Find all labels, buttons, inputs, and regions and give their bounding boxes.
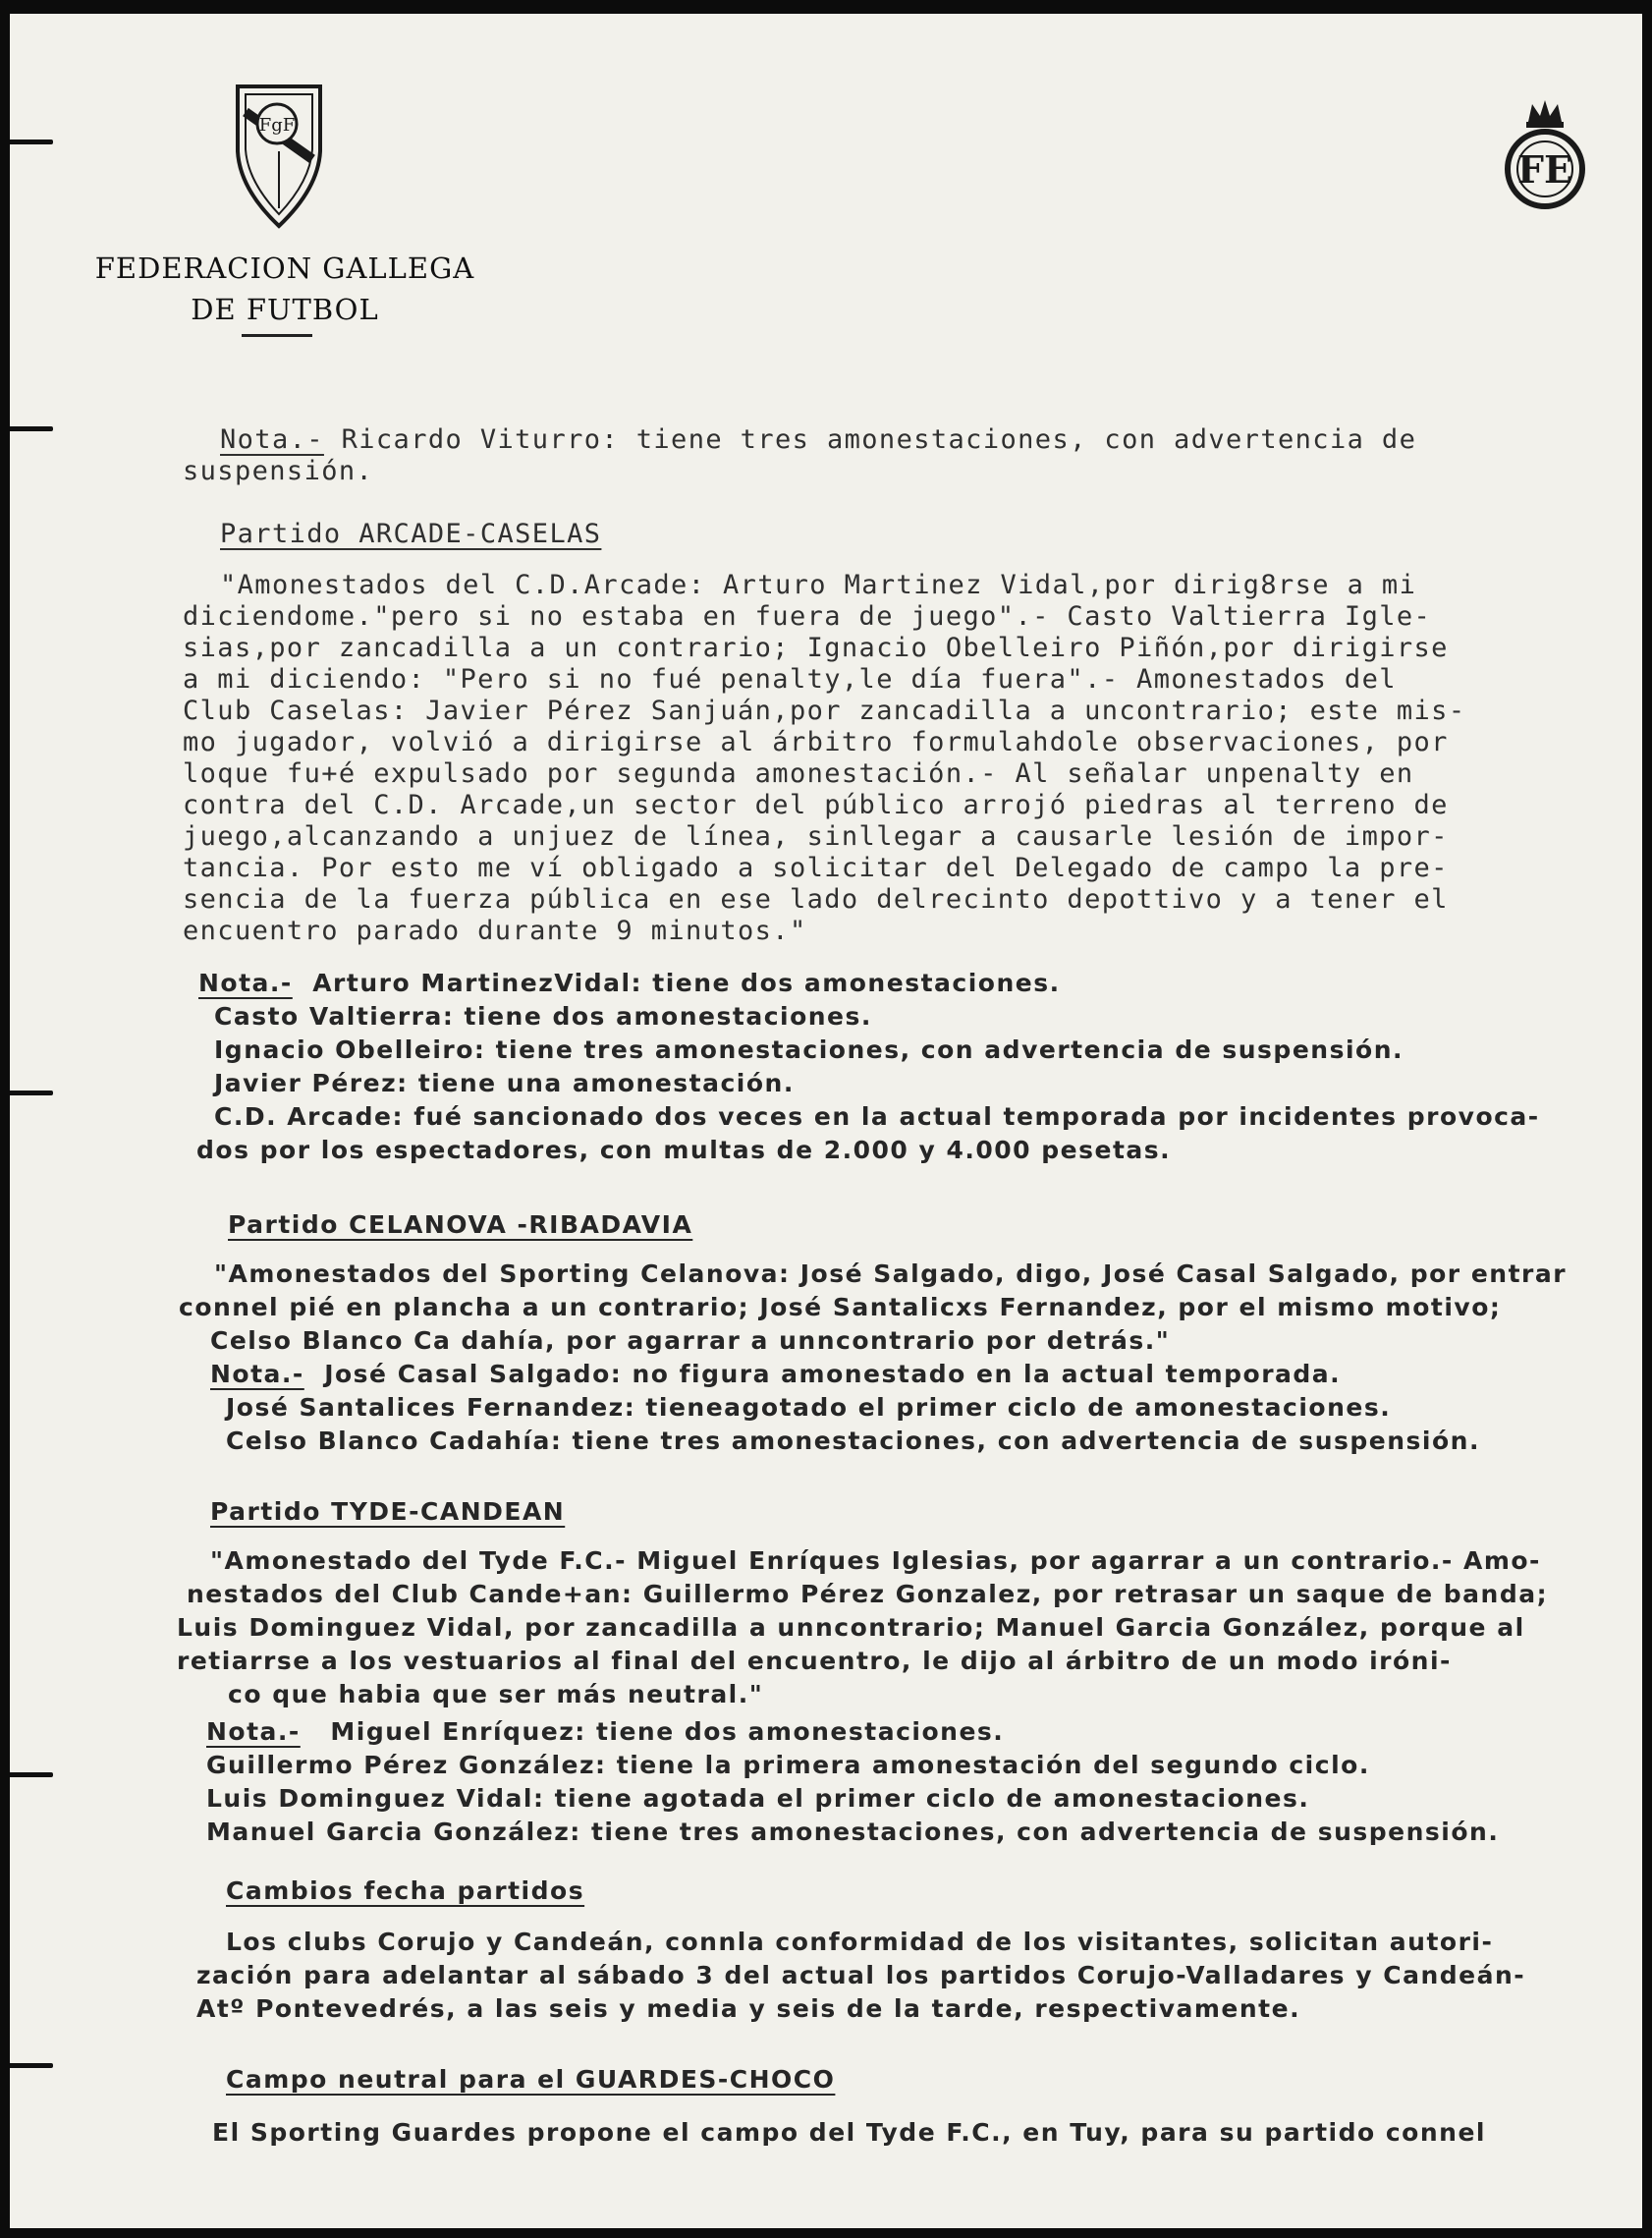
binder-mark xyxy=(10,1772,53,1777)
binder-mark xyxy=(10,140,53,144)
section-title-cambios: Cambios fecha partidos xyxy=(226,1876,585,1905)
tyde-quote-line: Luis Dominguez Vidal, por zancadilla a unncontrario; Manuel Garcia González, porque al xyxy=(177,1613,1525,1642)
title-divider xyxy=(242,334,312,337)
celanova-quote-line: "Amonestados del Sporting Celanova: José Salgado, digo, José Casal Salgado, por entrar xyxy=(214,1259,1568,1288)
federation-title xyxy=(69,248,501,330)
celanova-nota-line: José Santalices Fernandez: tieneagotado el primer ciclo de amonestaciones. xyxy=(226,1393,1392,1422)
arcade-nota-line xyxy=(198,969,1061,997)
arcade-nota-line: Ignacio Obelleiro: tiene tres amonestaciones, con advertencia de suspensión. xyxy=(214,1035,1404,1064)
arcade-quote-line: mo jugador, volvió a dirigirse al árbitro formulahdole observaciones, por xyxy=(183,727,1449,757)
campo-line: El Sporting Guardes propone el campo del Tyde F.C., en Tuy, para su partido connel xyxy=(212,2118,1486,2147)
nota-viturro-cont: suspensión. xyxy=(183,456,374,486)
tyde-nota-line: Manuel Garcia González: tiene tres amonestaciones, con advertencia de suspensión. xyxy=(206,1818,1500,1846)
nota-text: José Casal Salgado: no figura amonestado en la actual temporada. xyxy=(303,1360,1342,1388)
arcade-nota-line: C.D. Arcade: fué sancionado dos veces en la actual temporada por incidentes provoca- xyxy=(214,1102,1540,1131)
celanova-quote-line: Celso Blanco Ca dahía, por agarrar a unncontrario por detrás." xyxy=(210,1326,1171,1355)
cambios-line: zación para adelantar al sábado 3 del actual los partidos Corujo-Valladares y Candeán- xyxy=(196,1961,1526,1989)
document-page xyxy=(10,14,1642,2228)
nota-text: Miguel Enríquez: tiene dos amonestaciones. xyxy=(300,1717,1005,1746)
binder-mark xyxy=(10,1091,53,1095)
tyde-nota-line xyxy=(206,1717,1004,1746)
arcade-quote-line: juego,alcanzando a unjuez de línea, sinllegar a causarle lesión de impor- xyxy=(183,821,1449,852)
nota-text: Ricardo Viturro: tiene tres amonestaciones, con advertencia de xyxy=(323,424,1417,455)
nota-label: Nota.- xyxy=(220,424,324,455)
federation-title-line2: DE FUTBOL xyxy=(191,293,379,326)
tyde-nota-line: Guillermo Pérez González: tiene la primera amonestación del segundo ciclo. xyxy=(206,1751,1370,1779)
cambios-line: Los clubs Corujo y Candeán, connla conformidad de los visitantes, solicitan autori- xyxy=(226,1928,1494,1956)
federation-title-line1: FEDERACION GALLEGA xyxy=(94,252,475,285)
arcade-quote-line: "Amonestados del C.D.Arcade: Arturo Martinez Vidal,por dirig8rse a mi xyxy=(220,570,1417,600)
royal-crown-emblem xyxy=(1501,92,1589,214)
section-title-celanova: Partido CELANOVA -RIBADAVIA xyxy=(228,1210,693,1239)
celanova-nota-line: Celso Blanco Cadahía: tiene tres amonestaciones, con advertencia de suspensión. xyxy=(226,1427,1480,1455)
nota-label: Nota.- xyxy=(210,1360,304,1388)
svg-text:FgF: FgF xyxy=(258,115,296,136)
arcade-nota-line: Javier Pérez: tiene una amonestación. xyxy=(214,1069,795,1097)
arcade-quote-line: encuentro parado durante 9 minutos." xyxy=(183,916,807,946)
arcade-quote-line: diciendome."pero si no estaba en fuera de juego".- Casto Valtierra Igle- xyxy=(183,601,1432,632)
arcade-nota-line: Casto Valtierra: tiene dos amonestaciones. xyxy=(214,1002,872,1031)
arcade-quote-line: tancia. Por esto me ví obligado a solicitar del Delegado de campo la pre- xyxy=(183,853,1449,883)
section-title-tyde: Partido TYDE-CANDEAN xyxy=(210,1497,566,1526)
svg-text:FE: FE xyxy=(1517,147,1572,192)
federation-shield-logo xyxy=(232,83,326,230)
celanova-nota-line xyxy=(210,1360,1341,1388)
tyde-nota-line: Luis Dominguez Vidal: tiene agotada el primer ciclo de amonestaciones. xyxy=(206,1784,1310,1813)
tyde-quote-line: nestados del Club Cande+an: Guillermo Pérez Gonzalez, por retrasar un saque de banda; xyxy=(187,1580,1549,1608)
nota-label: Nota.- xyxy=(198,969,293,997)
nota-viturro-line xyxy=(220,424,1416,455)
section-title-campo: Campo neutral para el GUARDES-CHOCO xyxy=(226,2065,836,2094)
arcade-quote-line: Club Caselas: Javier Pérez Sanjuán,por zancadilla a uncontrario; este mis- xyxy=(183,696,1466,726)
arcade-quote-line: a mi diciendo: "Pero si no fué penalty,le día fuera".- Amonestados del xyxy=(183,664,1397,695)
arcade-quote-line: sencia de la fuerza pública en ese lado delrecinto depottivo y a tener el xyxy=(183,884,1449,915)
tyde-quote-line: co que habia que ser más neutral." xyxy=(228,1680,764,1708)
binder-mark xyxy=(10,426,53,431)
section-title-arcade: Partido ARCADE-CASELAS xyxy=(220,519,602,549)
cambios-line: Atº Pontevedrés, a las seis y media y seis de la tarde, respectivamente. xyxy=(196,1994,1301,2023)
celanova-quote-line: connel pié en plancha a un contrario; José Santalicxs Fernandez, por el mismo motivo; xyxy=(179,1293,1502,1321)
tyde-quote-line: retiarrse a los vestuarios al final del encuentro, le dijo al árbitro de un modo iróni- xyxy=(177,1647,1452,1675)
arcade-quote-line: loque fu+é expulsado por segunda amonestación.- Al señalar unpenalty en xyxy=(183,758,1414,789)
nota-text: Arturo MartinezVidal: tiene dos amonestaciones. xyxy=(292,969,1061,997)
arcade-nota-line: dos por los espectadores, con multas de 2.000 y 4.000 pesetas. xyxy=(196,1136,1172,1164)
arcade-quote-line: contra del C.D. Arcade,un sector del público arrojó piedras al terreno de xyxy=(183,790,1449,820)
tyde-quote-line: "Amonestado del Tyde F.C.- Miguel Enríques Iglesias, por agarrar a un contrario.- Amo- xyxy=(210,1546,1541,1575)
nota-label: Nota.- xyxy=(206,1717,301,1746)
arcade-quote-line: sias,por zancadilla a un contrario; Ignacio Obelleiro Piñón,por dirigirse xyxy=(183,633,1449,663)
binder-mark xyxy=(10,2063,53,2068)
